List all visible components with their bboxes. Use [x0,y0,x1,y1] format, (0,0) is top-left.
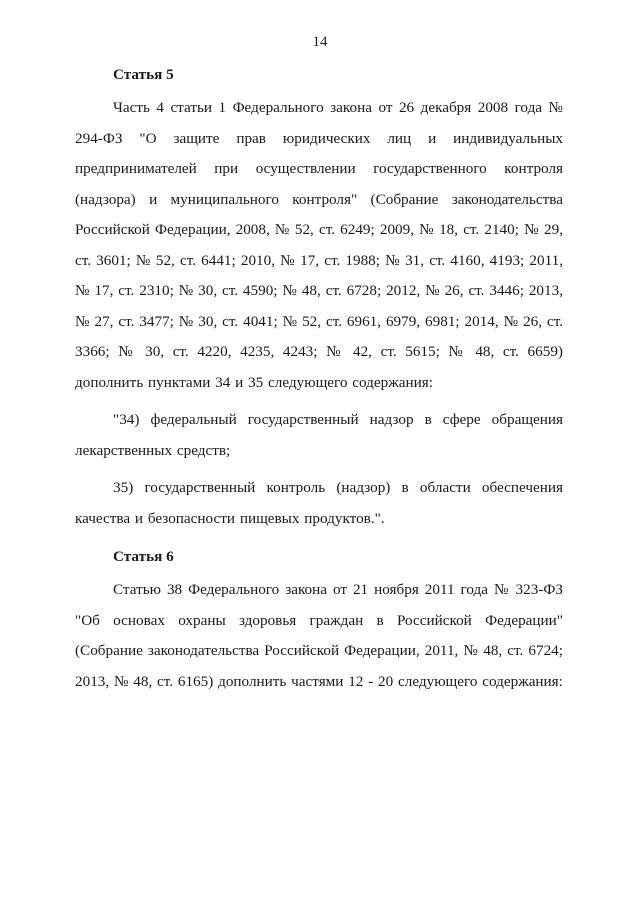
article-5-point-35: 35) государственный контроль (надзор) в области обеспечения качества и безопасности пищевых продуктов.". [75,479,563,527]
page-number: 14 [312,34,328,50]
article-6-intro: Статью 38 Федерального закона от 21 ноября 2011 года № 323-ФЗ "Об основах охраны здоровья граждан в Российской Федерации" (Собрание законодательства Российской Федерации, 2011, № 48, ст. 6724; 2013, № 48, ст. 6165) дополнить частями 12 - 20 следующего содержания: [75,581,563,690]
document-body [75,62,563,697]
article-6-heading: Статья 6 [113,548,174,565]
article-5-heading: Статья 5 [113,66,174,83]
article-5-point-34: "34) федеральный государственный надзор в сфере обращения лекарственных средств; [75,411,563,459]
article-5-intro: Часть 4 статьи 1 Федерального закона от 26 декабря 2008 года № 294-ФЗ "О защите прав юридических лиц и индивидуальных предпринимателей при осуществлении государственного контроля (надзора) и муниципального контроля" (Собрание законодательства Российской Федерации, 2008, № 52, ст. 6249; 2009, № 18, ст. 2140; № 29, ст. 3601; № 52, ст. 6441; 2010, № 17, ст. 1988; № 31, ст. 4160, 4193; 2011, № 17, ст. 2310; № 30, ст. 4590; № 48, ст. 6728; 2012, № 26, ст. 3446; 2013, № 27, ст. 3477; № 30, ст. 4041; № 52, ст. 6961, 6979, 6981; 2014, № 26, ст. 3366; № 30, ст. 4220, 4235, 4243; № 42, ст. 5615; № 48, ст. 6659) дополнить пунктами 34 и 35 следующего содержания: [75,99,563,391]
